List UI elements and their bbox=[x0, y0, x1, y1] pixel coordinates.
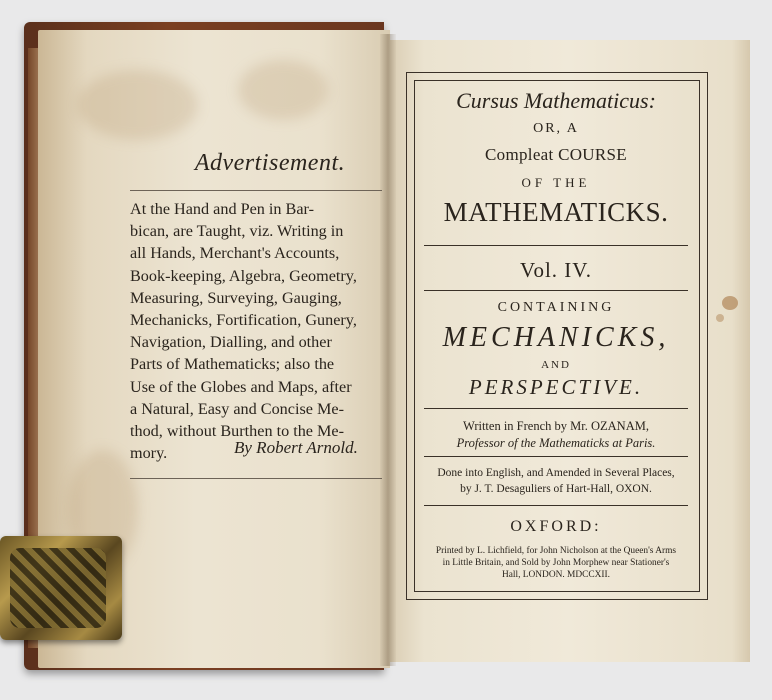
body-line: all Hands, Merchant's Accounts, bbox=[130, 244, 340, 263]
body-line: Parts of Mathematicks; also the bbox=[130, 355, 335, 374]
advertisement-block bbox=[130, 150, 382, 463]
signature-text: By Robert Arnold. bbox=[234, 438, 358, 457]
body-line: a Natural, Easy and Concise Me- bbox=[130, 399, 344, 418]
of-the-line: OF THE bbox=[521, 175, 591, 190]
author-line-1: Written in French by Mr. OZANAM, bbox=[463, 419, 649, 433]
imprint-line-1: Printed by L. Lichfield, for John Nicholson at the Queen's Arms bbox=[435, 546, 677, 556]
body-line: Book-keeping, Algebra, Geometry, bbox=[130, 266, 357, 285]
author-credit bbox=[414, 418, 698, 452]
body-line: mory. bbox=[130, 444, 168, 463]
mechanicks-heading: MECHANICKS, bbox=[442, 322, 670, 353]
book-gutter bbox=[380, 34, 396, 666]
advertisement-body bbox=[130, 198, 378, 464]
translator-line-2: by J. T. Desaguliers of Hart-Hall, OXON. bbox=[460, 483, 652, 495]
foxing-spot bbox=[722, 296, 738, 310]
or-line: OR, A bbox=[533, 121, 579, 136]
foxing-spot bbox=[716, 314, 724, 322]
rule bbox=[424, 245, 688, 246]
mathematicks-heading: MATHEMATICKS. bbox=[443, 197, 669, 227]
latin-title: Cursus Mathematicus: bbox=[456, 88, 656, 113]
signature bbox=[234, 438, 358, 458]
body-line: Use of the Globes and Maps, after bbox=[130, 377, 352, 396]
body-line: Mechanicks, Fortification, Gunery, bbox=[130, 311, 357, 330]
rule bbox=[424, 505, 688, 506]
and-line: AND bbox=[541, 359, 571, 371]
body-line: bican, are Taught, viz. Writing in bbox=[130, 222, 344, 241]
translator-credit bbox=[414, 465, 698, 497]
brass-book-weight bbox=[0, 536, 122, 640]
body-line: thod, without Burthen to the Me- bbox=[130, 422, 345, 441]
volume-number: Vol. IV. bbox=[520, 258, 592, 282]
imprint-line-3: Hall, LONDON. MDCCXII. bbox=[501, 570, 611, 580]
imprint-place: OXFORD: bbox=[510, 518, 602, 535]
containing-line: CONTAINING bbox=[497, 300, 615, 315]
body-line: Measuring, Surveying, Gauging, bbox=[130, 288, 342, 307]
compleat-course: Compleat COURSE bbox=[485, 145, 627, 164]
rule bbox=[424, 408, 688, 409]
rule bbox=[424, 290, 688, 291]
rule bbox=[424, 456, 688, 457]
bottom-rule bbox=[130, 478, 382, 479]
advertisement-title: Advertisement. bbox=[194, 150, 346, 176]
body-line: At the Hand and Pen in Bar- bbox=[130, 200, 314, 218]
imprint-line-2: in Little Britain, and Sold by John Morphew near Stationer's bbox=[442, 558, 670, 568]
imprint-details bbox=[414, 545, 698, 581]
perspective-heading: PERSPECTIVE. bbox=[468, 375, 644, 399]
title-rule bbox=[130, 190, 382, 191]
translator-line-1: Done into English, and Amended in Several Places, bbox=[437, 467, 675, 479]
book-weight-ornament bbox=[10, 548, 106, 628]
author-line-2: Professor of the Mathematicks at Paris. bbox=[456, 436, 656, 450]
body-line: Navigation, Dialling, and other bbox=[130, 333, 332, 352]
